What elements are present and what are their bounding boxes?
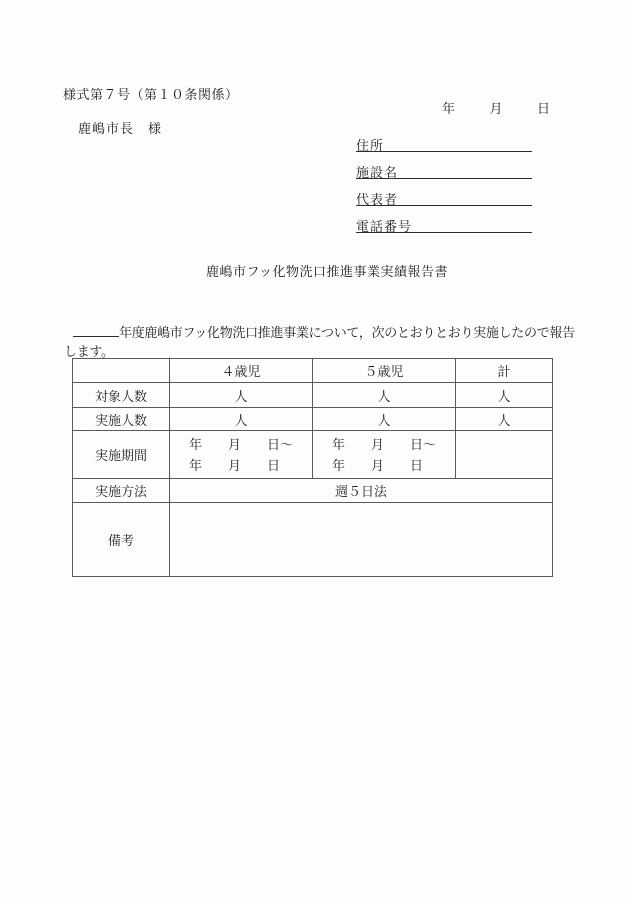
actual-count-label: 実施人数 bbox=[73, 408, 170, 431]
addressee: 鹿嶋市長 様 bbox=[78, 121, 163, 136]
target-age5-unit: 人 bbox=[313, 383, 456, 408]
target-count-label: 対象人数 bbox=[73, 383, 170, 408]
period-age4-start: 年 月 日～ bbox=[188, 436, 293, 452]
field-facility-name: 施設名 bbox=[356, 152, 532, 179]
period-age4-cell bbox=[170, 431, 313, 479]
form-number: 様式第７号（第１０条関係） bbox=[63, 87, 239, 102]
actual-total-unit: 人 bbox=[456, 408, 553, 431]
body-paragraph bbox=[64, 323, 574, 361]
table-header-row bbox=[73, 359, 553, 383]
signature-fields bbox=[356, 125, 532, 233]
target-age4-unit: 人 bbox=[170, 383, 313, 408]
target-total-unit: 人 bbox=[456, 383, 553, 408]
header-age4: ４歳児 bbox=[170, 359, 313, 383]
field-phone-number: 電話番号 bbox=[356, 206, 532, 233]
period-age4-dates bbox=[189, 434, 293, 476]
fiscal-year-blank bbox=[73, 324, 119, 337]
actual-age5-unit: 人 bbox=[313, 408, 456, 431]
remarks-value-cell bbox=[170, 503, 553, 577]
date-month-label: 月 bbox=[489, 101, 503, 116]
paragraph-line-1 bbox=[64, 323, 574, 342]
period-row bbox=[73, 431, 553, 479]
header-empty-cell bbox=[73, 359, 170, 383]
actual-count-row bbox=[73, 408, 553, 431]
method-value-cell: 週５日法 bbox=[170, 479, 553, 503]
date-day-label: 日 bbox=[536, 101, 550, 116]
target-count-row bbox=[73, 383, 553, 408]
method-label: 実施方法 bbox=[73, 479, 170, 503]
remarks-label: 備考 bbox=[73, 503, 170, 577]
paragraph-line-2: します。 bbox=[64, 344, 114, 359]
report-table bbox=[72, 358, 553, 577]
method-row bbox=[73, 479, 553, 503]
document-title: 鹿嶋市フッ化物洗口推進事業実績報告書 bbox=[205, 264, 449, 279]
period-age5-start: 年 月 日～ bbox=[331, 436, 436, 452]
header-total: 計 bbox=[456, 359, 553, 383]
date-line bbox=[442, 98, 550, 117]
period-total-cell bbox=[456, 431, 553, 479]
date-year-label: 年 bbox=[442, 101, 456, 116]
field-representative: 代表者 bbox=[356, 179, 532, 206]
period-label: 実施期間 bbox=[73, 431, 170, 479]
period-age5-dates bbox=[332, 434, 436, 476]
header-age5: ５歳児 bbox=[313, 359, 456, 383]
field-address: 住所 bbox=[356, 125, 532, 152]
period-age5-cell bbox=[313, 431, 456, 479]
actual-age4-unit: 人 bbox=[170, 408, 313, 431]
remarks-row bbox=[73, 503, 553, 577]
paragraph-line-1-text: 年度鹿嶋市フッ化物洗口推進事業について，次のとおりとおり実施したので報告 bbox=[119, 325, 575, 340]
period-age5-end: 年 月 日 bbox=[331, 457, 423, 473]
period-age4-end: 年 月 日 bbox=[188, 457, 280, 473]
